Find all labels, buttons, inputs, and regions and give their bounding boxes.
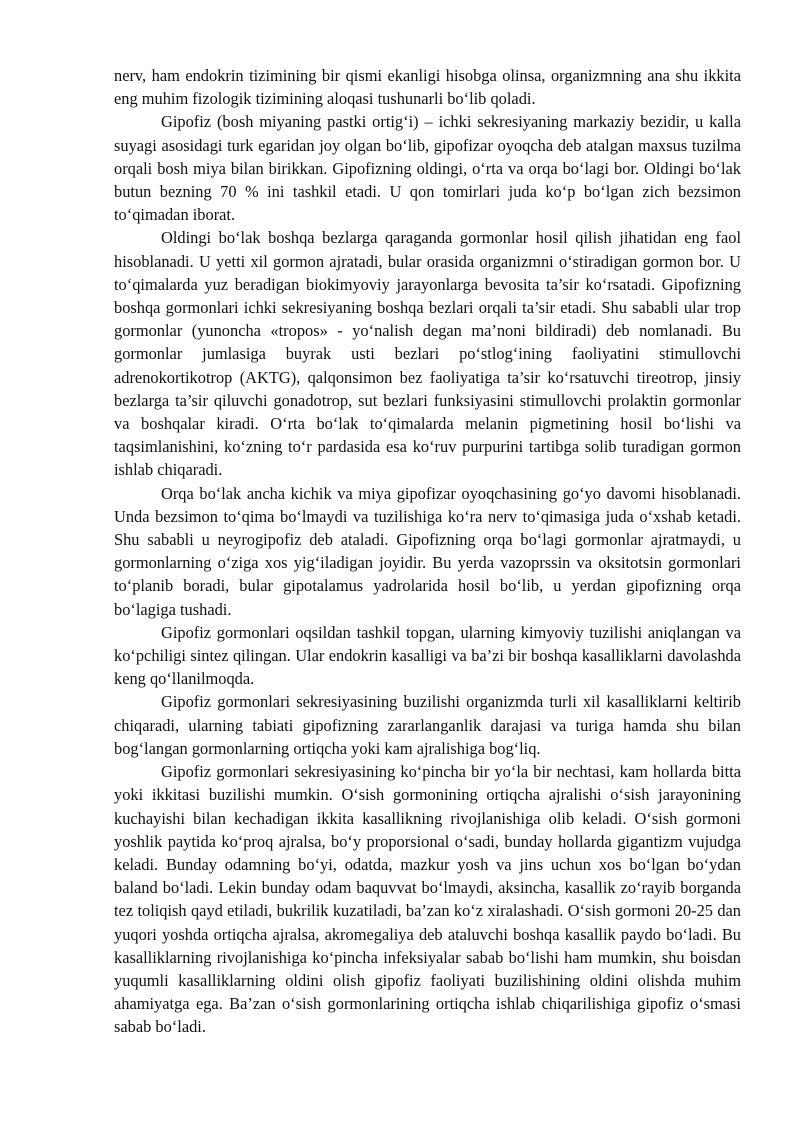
paragraph-gipofiz-intro: Gipofiz (bosh miyaning pastki ortig‘i) – ichki sekresiyaning markaziy bezidir, u kalla suyagi asosidagi turk egaridan joy olgan bo‘lib, gipofizar oyoqcha deb atalgan maxsus tuzilma orqali bosh miya bilan birikkan. Gipofizning oldingi, o‘rta va orqa bo‘lagi bor. Oldingi bo‘lak butun bezning 70 % ini tashkil etadi. U qon tomirlari juda ko‘p bo‘lgan zich bezsimon to‘qimadan iborat. bbox=[114, 112, 741, 225]
paragraph-continuation: nerv, ham endokrin tizimining bir qismi ekanligi hisobga olinsa, organizmning ana shu ikkita eng muhim fizologik tizimining aloqasi tushunarli bo‘lib qoladi. bbox=[114, 66, 741, 109]
paragraph-secretion-disorders: Gipofiz gormonlari sekresiyasining buzilishi organizmda turli xil kasalliklarni keltirib chiqaradi, ularning tabiati gipofizning zararlanganlik darajasi va turiga hamda shu bilan bog‘langan gormonlarning ortiqcha yoki kam ajralishiga bog‘liq. bbox=[114, 692, 741, 758]
paragraph-anterior-lobe: Oldingi bo‘lak boshqa bezlarga qaraganda gormonlar hosil qilish jihatidan eng faol hisoblanadi. U yetti xil gormon ajratadi, bular orasida organizmni o‘stiradigan gormon bor. U to‘qimalarda yuz beradigan biokimyoviy jarayonlarga bevosita ta’sir ko‘rsatadi. Gipofizning boshqa gormonlari ichki sekresiyaning boshqa bezlari orqali ta’sir etadi. Shu sababli ular trop gormonlar (yunoncha «tropos» - yo‘nalish degan ma’noni bildiradi) deb nomlanadi. Bu gormonlar jumlasiga buyrak usti bezlari po‘stlog‘ining faoliyatini stimullovchi adrenokortikotrop (AKTG), qalqonsimon bez faoliyatiga ta’sir ko‘rsatuvchi tireotrop, jinsiy bezlarga ta’sir qiluvchi gonadotrop, sut bezlari funksiyasini stimullovchi prolaktin gormonlar va boshqalar kiradi. O‘rta bo‘lak to‘qimalarda melanin pigmetining hosil bo‘lishi va taqsimlanishini, ko‘zning to‘r pardasida esa ko‘ruv purpurini tartibga solib turadigan gormon ishlab chiqaradi. bbox=[114, 228, 741, 480]
paragraph-posterior-lobe: Orqa bo‘lak ancha kichik va miya gipofizar oyoqchasining go‘yo davomi hisoblanadi. Unda bezsimon to‘qima bo‘lmaydi va tuzilishiga ko‘ra nerv to‘qimasiga juda o‘xshab ketadi. Shu sababli u neyrogipofiz deb ataladi. Gipofizning orqa bo‘lagi gormonlar ajratmaydi, u gormonlarning o‘ziga xos yig‘iladigan joyidir. Bu yerda vazoprssin va oksitotsin gormonlari to‘planib boradi, bular gipotalamus yadrolarida hosil bo‘lib, u yerdan gipofizning orqa bo‘lagiga tushadi. bbox=[114, 483, 741, 619]
document-page bbox=[114, 64, 741, 1039]
paragraph-hormone-structure: Gipofiz gormonlari oqsildan tashkil topgan, ularning kimyoviy tuzilishi aniqlangan va ko‘pchiligi sintez qilingan. Ular endokrin kasalligi va ba’zi bir boshqa kasalliklarni davolashda keng qo‘llanilmoqda. bbox=[114, 622, 741, 689]
paragraph-growth-hormone: Gipofiz gormonlari sekresiyasining ko‘pincha bir yo‘la bir nechtasi, kam hollarda bitta yoki ikkitasi buzilishi mumkin. O‘sish gormonining ortiqcha ajralishi o‘sish jarayonining kuchayishi bilan kechadigan ikkita kasallikning rivojlanishiga olib keladi. O‘sish gormoni yoshlik paytida ko‘proq ajralsa, bo‘y proporsional o‘sadi, bunday hollarda gigantizm vujudga keladi. Bunday odamning bo‘yi, odatda, mazkur yosh va jins uchun xos bo‘lgan bo‘ydan baland bo‘ladi. Lekin bunday odam baquvvat bo‘lmaydi, aksincha, kasallik zo‘rayib borganda tez toliqish qayd etiladi, bukrilik kuzatiladi, ba’zan ko‘z xiralashadi. O‘sish gormoni 20-25 dan yuqori yoshda ortiqcha ajralsa, akromegaliya deb ataluvchi boshqa kasallik paydo bo‘ladi. Bu kasalliklarning rivojlanishiga ko‘pincha infeksiyalar sabab bo‘lishi ham mumkin, shu boisdan yuqumli kasalliklarning oldini olish gipofiz faoliyati buzilishining oldini olishda muhim ahamiyatga ega. Ba’zan o‘sish gormonlarining ortiqcha ishlab chiqarilishiga gipofiz o‘smasi sabab bo‘ladi. bbox=[114, 762, 741, 1037]
